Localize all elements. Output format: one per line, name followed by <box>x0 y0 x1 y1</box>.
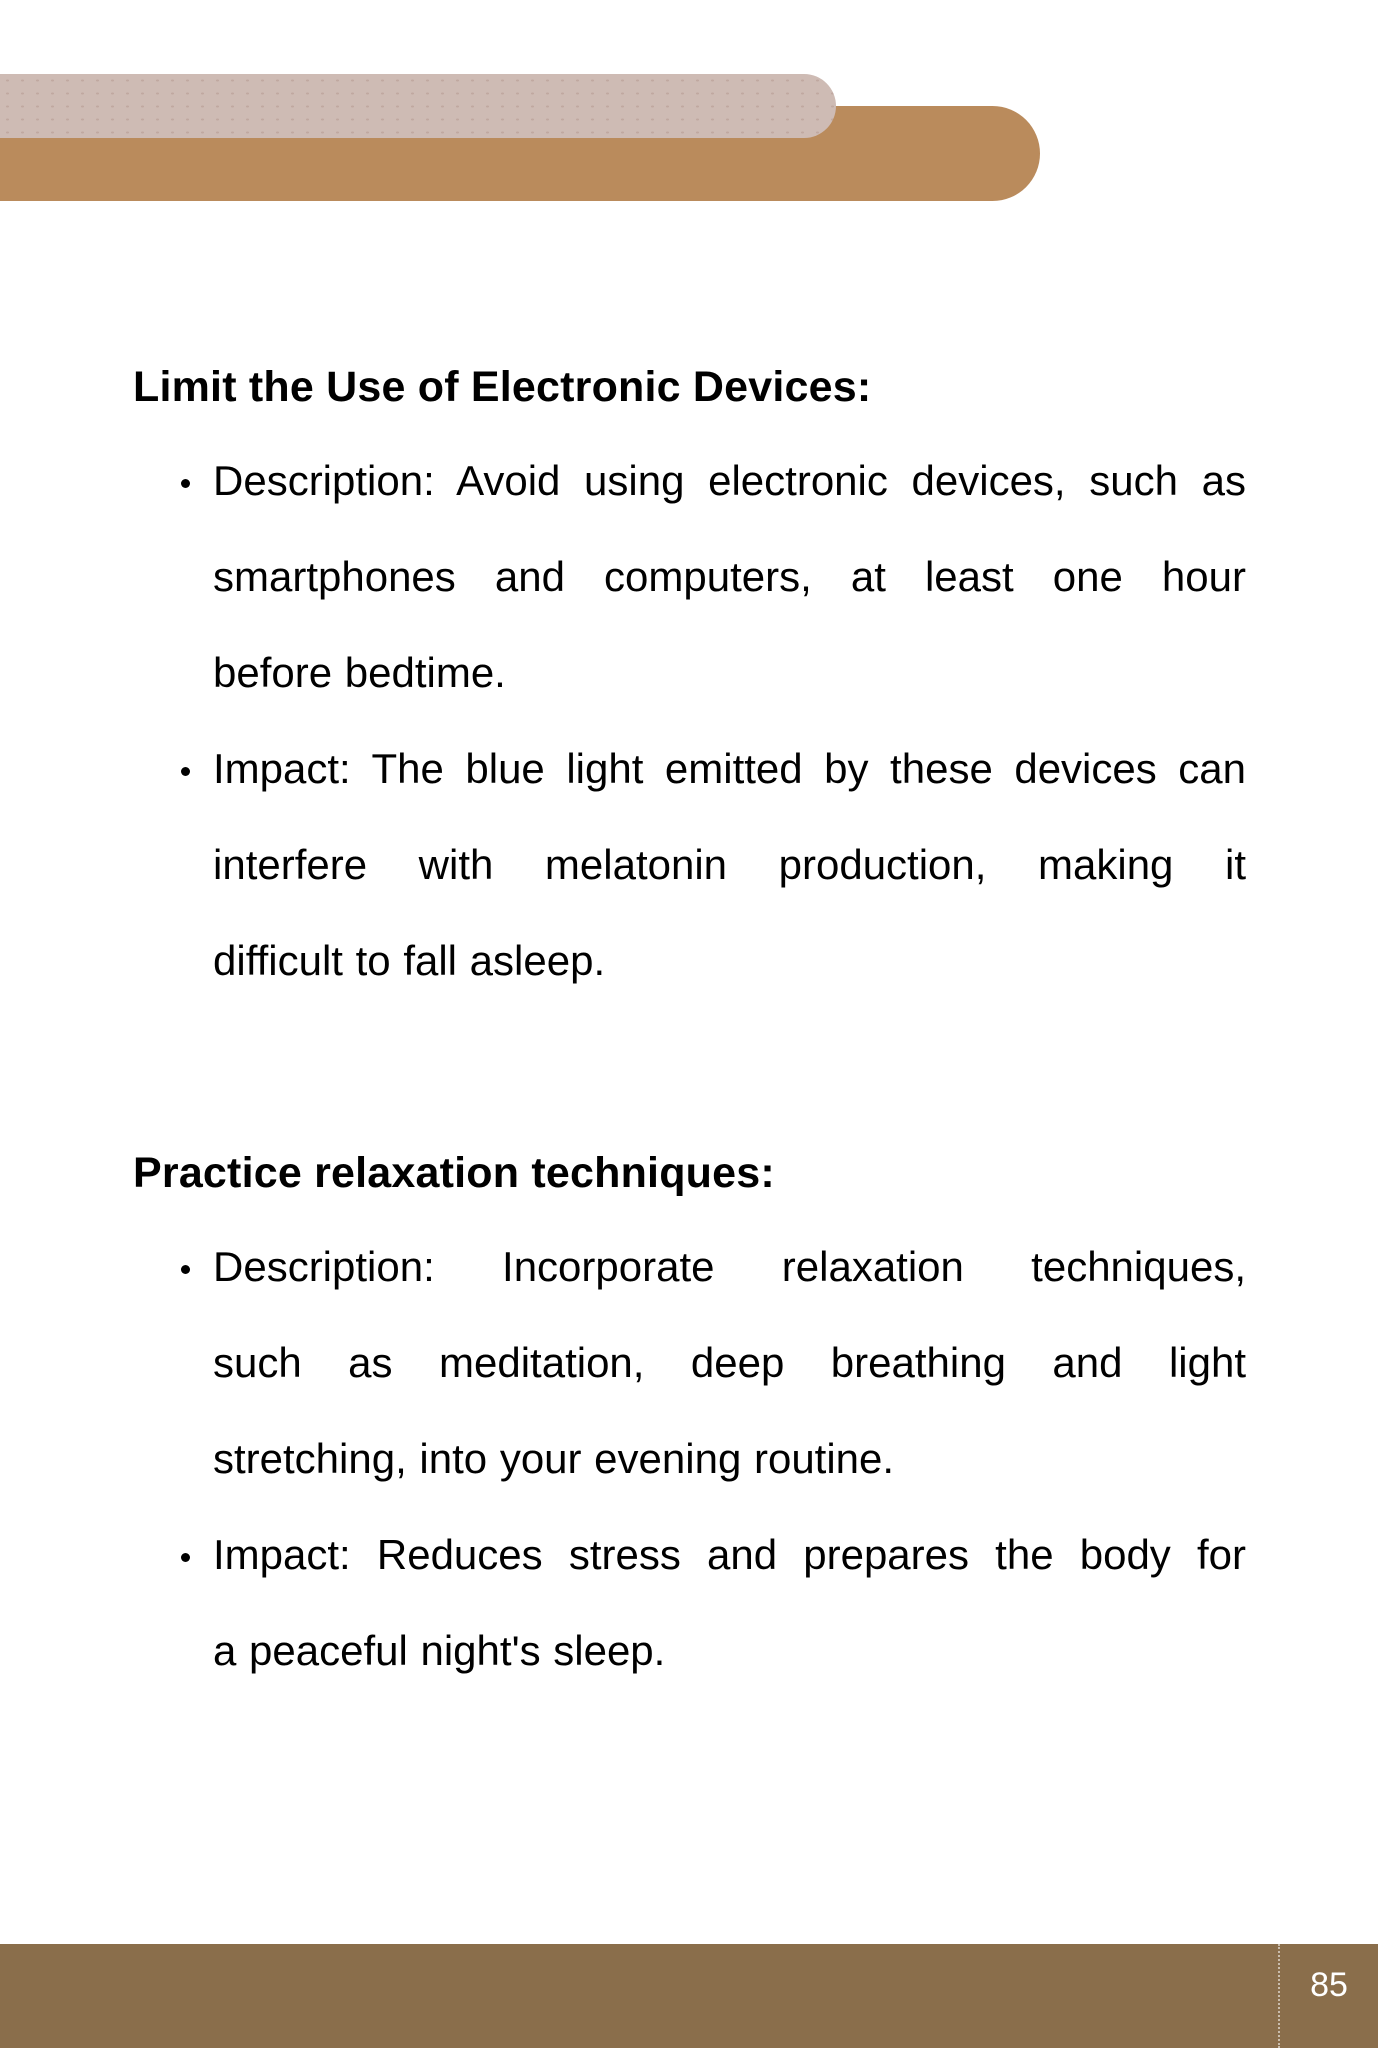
page-content <box>133 362 1246 1699</box>
text-line: interfere with melatonin production, making it <box>213 841 1246 888</box>
page-number: 85 <box>1310 1966 1348 2004</box>
text-line: Impact: The blue light emitted by these devices can <box>213 745 1246 792</box>
text-line: smartphones and computers, at least one hour <box>213 553 1246 600</box>
section-heading-electronic-devices: Limit the Use of Electronic Devices: <box>133 363 872 411</box>
text-line: a peaceful night's sleep. <box>213 1627 666 1674</box>
bullet-item-description <box>133 433 1246 721</box>
text-line: Impact: Reduces stress and prepares the body for <box>213 1531 1246 1578</box>
bullet-item-description <box>133 1219 1246 1507</box>
header-decoration-beige-bar <box>0 74 836 138</box>
text-line: stretching, into your evening routine. <box>213 1435 895 1482</box>
bullet-list-relaxation-techniques <box>133 1219 1246 1699</box>
page-footer <box>0 1944 1378 2048</box>
bullet-item-impact <box>133 1507 1246 1699</box>
text-line: before bedtime. <box>213 649 506 696</box>
text-line: difficult to fall asleep. <box>213 937 606 984</box>
text-line: such as meditation, deep breathing and light <box>213 1339 1246 1386</box>
bullet-item-impact <box>133 721 1246 1009</box>
section-heading-relaxation-techniques: Practice relaxation techniques: <box>133 1149 775 1197</box>
text-line: Description: Incorporate relaxation techniques, <box>213 1243 1246 1290</box>
bullet-list-electronic-devices <box>133 433 1246 1009</box>
text-line: Description: Avoid using electronic devices, such as <box>213 457 1246 504</box>
